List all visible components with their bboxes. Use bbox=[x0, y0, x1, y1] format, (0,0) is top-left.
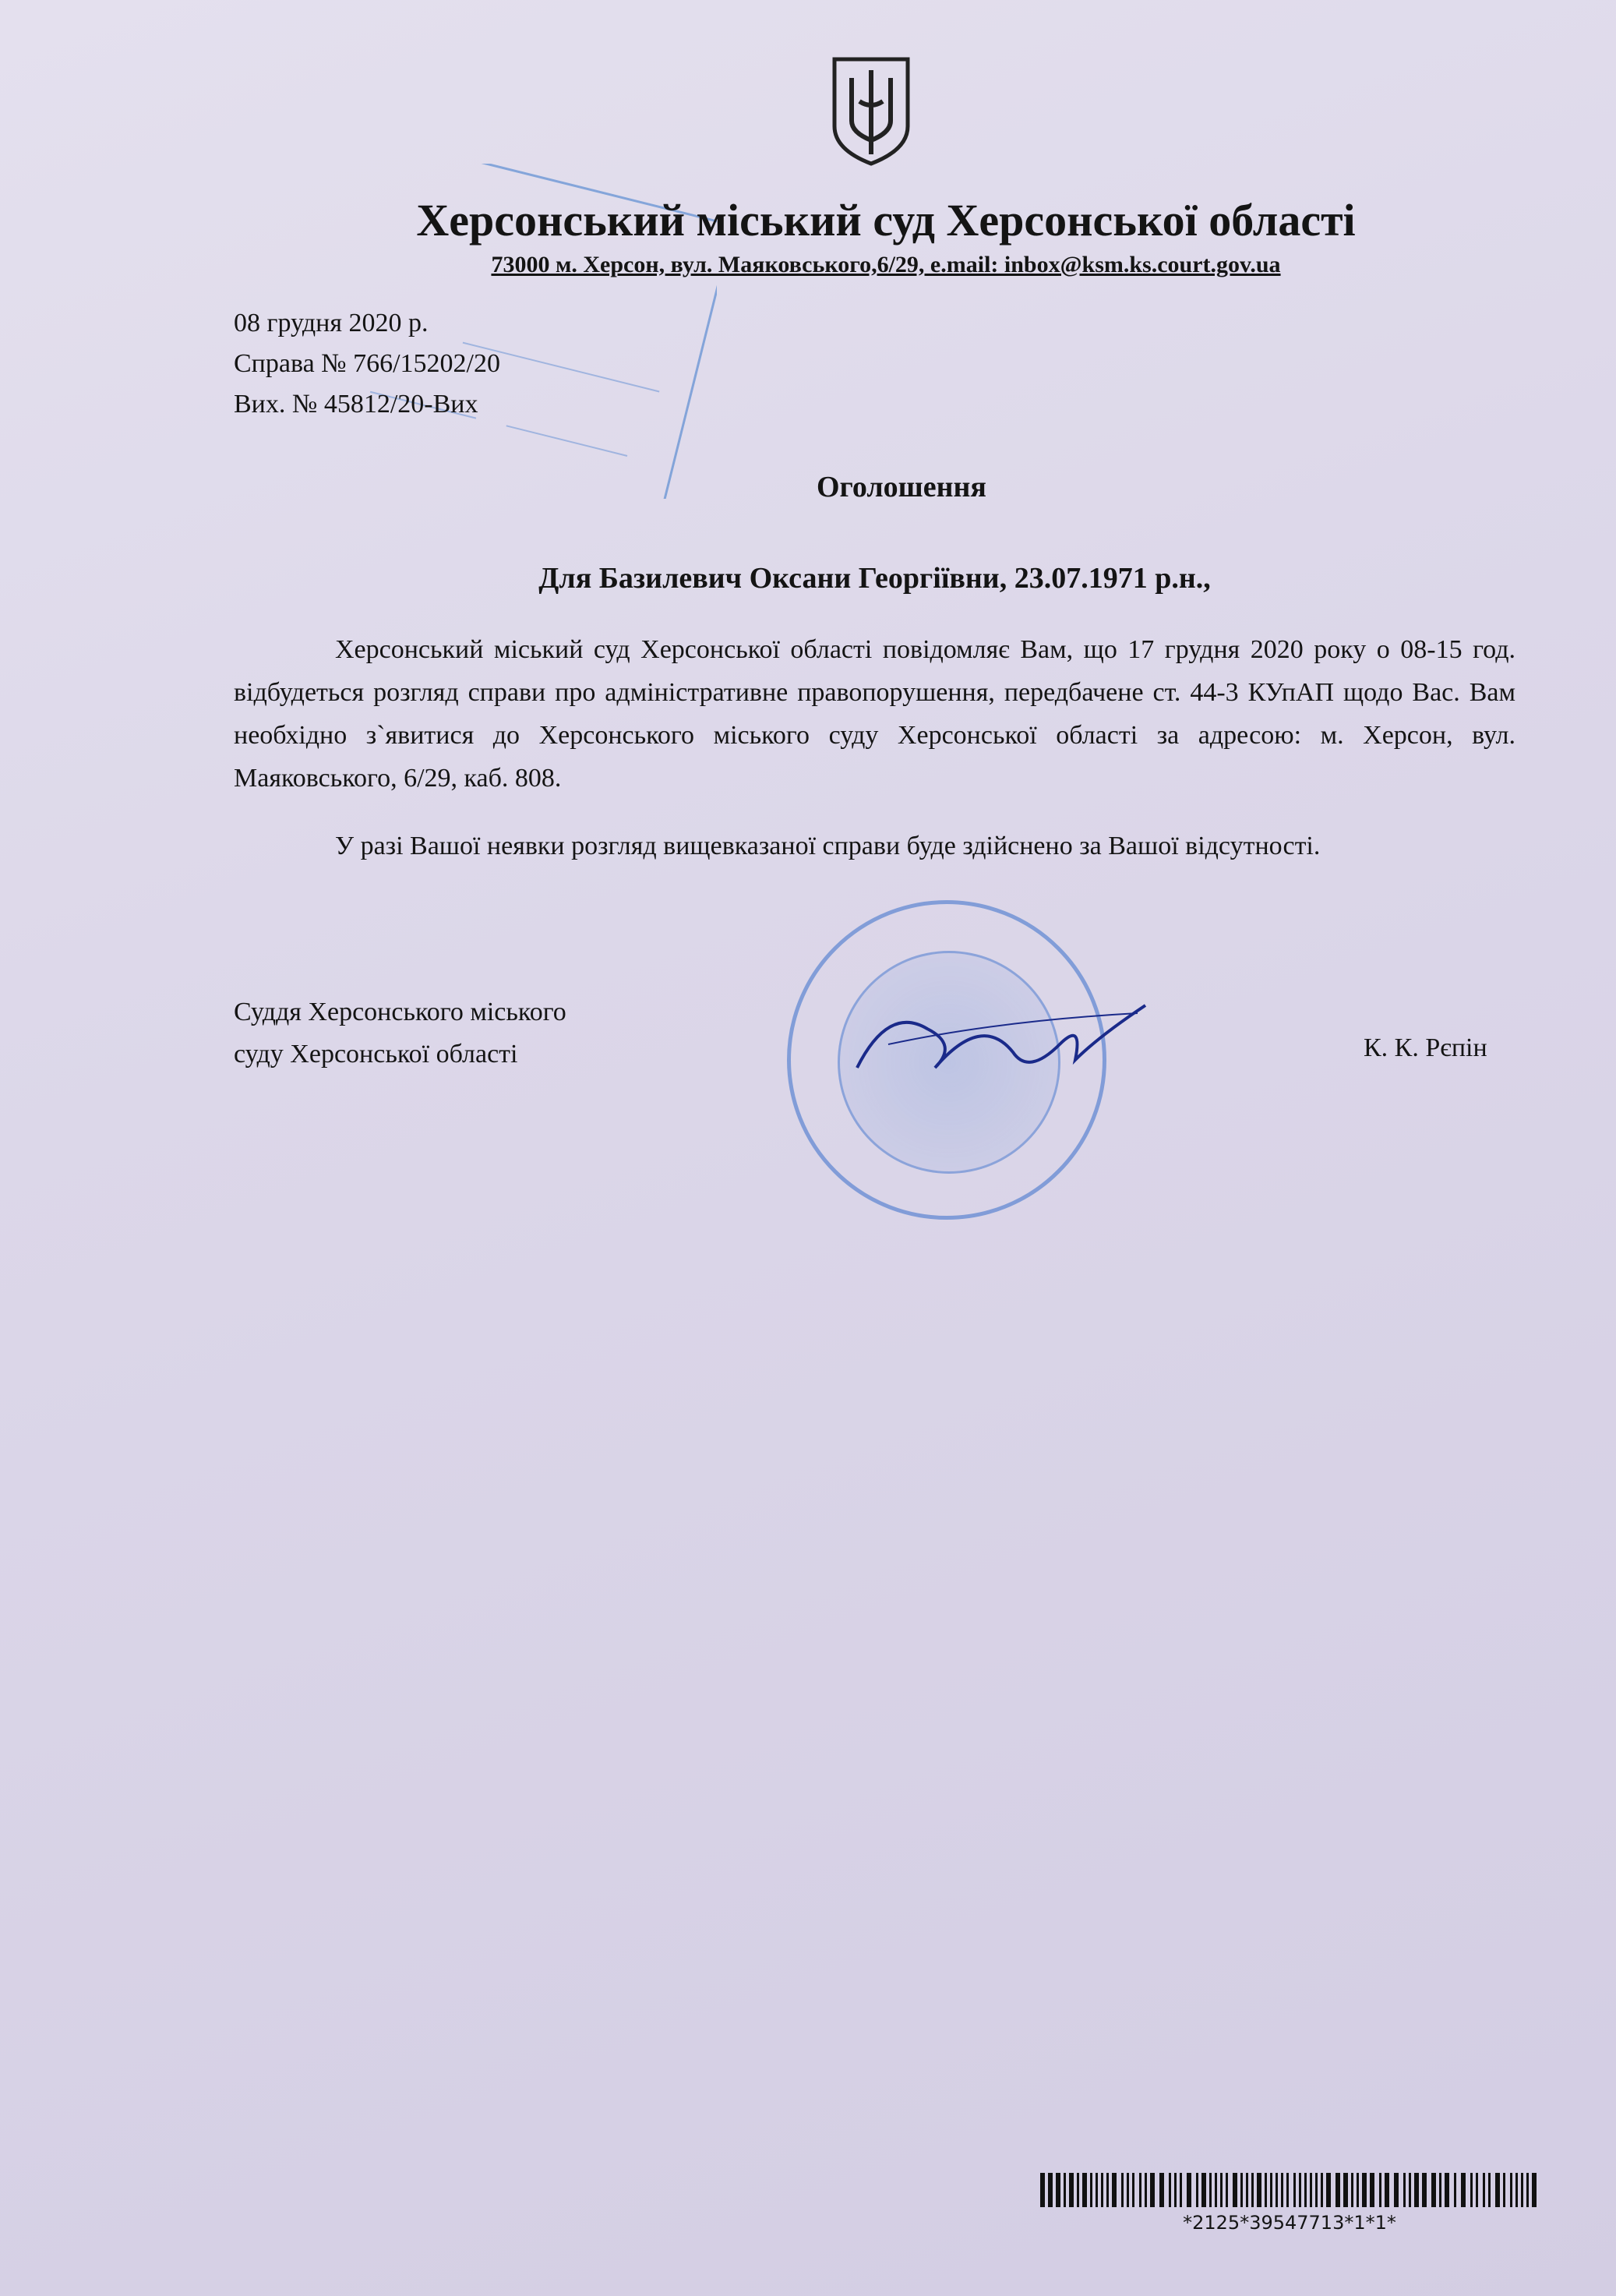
court-address: 73000 м. Херсон, вул. Маяковського,6/29, e.mail: inbox@ksm.ks.court.gov.ua bbox=[491, 252, 1281, 277]
barcode-bar bbox=[1521, 2173, 1523, 2207]
outgoing-number: Вих. № 45812/20-Вих bbox=[234, 390, 478, 419]
barcode-bar bbox=[1096, 2173, 1098, 2207]
barcode-bar bbox=[1257, 2173, 1261, 2207]
barcode-bar bbox=[1351, 2173, 1353, 2207]
barcode-bar bbox=[1495, 2173, 1500, 2207]
barcode-bar bbox=[1240, 2173, 1243, 2207]
barcode-bar bbox=[1299, 2173, 1301, 2207]
barcode-bar bbox=[1526, 2173, 1529, 2207]
judge-position-line2: суду Херсонської області bbox=[234, 1040, 518, 1069]
barcode-bar bbox=[1077, 2173, 1079, 2207]
absence-paragraph: У разі Вашої неявки розгляд вищевказаної справи буде здійснено за Вашої відсутності. bbox=[335, 832, 1321, 860]
case-number: Справа № 766/15202/20 bbox=[234, 349, 500, 378]
barcode-bar bbox=[1040, 2173, 1045, 2207]
barcode-bar bbox=[1090, 2173, 1092, 2207]
barcode-bar bbox=[1209, 2173, 1212, 2207]
barcode-bar bbox=[1233, 2173, 1237, 2207]
barcode-bar bbox=[1121, 2173, 1124, 2207]
barcode-bar bbox=[1370, 2173, 1374, 2207]
barcode-bar bbox=[1357, 2173, 1359, 2207]
barcode-bar bbox=[1335, 2173, 1340, 2207]
barcode-bar bbox=[1048, 2173, 1053, 2207]
barcode-bar bbox=[1169, 2173, 1171, 2207]
barcode-bar bbox=[1150, 2173, 1155, 2207]
barcode-bar bbox=[1394, 2173, 1399, 2207]
barcode-bar bbox=[1145, 2173, 1147, 2207]
barcode-bar bbox=[1286, 2173, 1289, 2207]
barcode-bar bbox=[1310, 2173, 1312, 2207]
trident-emblem-icon bbox=[828, 55, 914, 168]
barcode-bar bbox=[1069, 2173, 1074, 2207]
barcode-bar bbox=[1379, 2173, 1381, 2207]
barcode-bar bbox=[1276, 2173, 1278, 2207]
barcode-text: *2125*39547713*1*1* bbox=[1183, 2212, 1396, 2234]
barcode-bar bbox=[1201, 2173, 1206, 2207]
barcode-bar bbox=[1127, 2173, 1129, 2207]
barcode-bar bbox=[1483, 2173, 1485, 2207]
barcode-bar bbox=[1106, 2173, 1109, 2207]
barcode-bar bbox=[1454, 2173, 1456, 2207]
barcode-bar bbox=[1132, 2173, 1134, 2207]
barcode-bar bbox=[1431, 2173, 1436, 2207]
barcode-bar bbox=[1082, 2173, 1087, 2207]
barcode-bar bbox=[1251, 2173, 1254, 2207]
addressee: Для Базилевич Оксани Георгіївни, 23.07.1971 р.н., bbox=[538, 562, 1211, 595]
barcode-bar bbox=[1445, 2173, 1449, 2207]
barcode-bar bbox=[1270, 2173, 1272, 2207]
barcode-bar bbox=[1414, 2173, 1419, 2207]
barcode-bar bbox=[1139, 2173, 1141, 2207]
barcode-bar bbox=[1064, 2173, 1066, 2207]
barcode-bar bbox=[1056, 2173, 1060, 2207]
barcode-bar bbox=[1159, 2173, 1164, 2207]
barcode-bar bbox=[1403, 2173, 1406, 2207]
barcode-bar bbox=[1180, 2173, 1182, 2207]
judge-position-line1: Суддя Херсонського міського bbox=[234, 998, 566, 1026]
barcode-bar bbox=[1439, 2173, 1441, 2207]
barcode-bar bbox=[1246, 2173, 1248, 2207]
handwritten-signature bbox=[842, 982, 1153, 1099]
barcode-bar bbox=[1315, 2173, 1318, 2207]
barcode-bar bbox=[1174, 2173, 1177, 2207]
barcode-bar bbox=[1422, 2173, 1427, 2207]
court-title: Херсонський міський суд Херсонської області bbox=[416, 195, 1356, 245]
notice-paragraph: Херсонський міський суд Херсонської області повідомляє Вам, що 17 грудня 2020 року о 08-15 год. відбудеться розгляд справи про адміністративне правопорушення, передбачене ст. 44-3 КУпАП щодо Вас. Вам необхідно з`явитися до Херсонського міського суду Херсонської області за адресою: м. Херсон, вул. Маяковського, 6/29, каб. 808. bbox=[234, 635, 1515, 793]
barcode-bar bbox=[1362, 2173, 1367, 2207]
barcode-bar bbox=[1476, 2173, 1478, 2207]
barcode-bar bbox=[1343, 2173, 1348, 2207]
barcode-bar bbox=[1409, 2173, 1411, 2207]
judge-name: К. К. Рєпін bbox=[1364, 1033, 1487, 1062]
barcode-bar bbox=[1304, 2173, 1307, 2207]
barcode-bar bbox=[1101, 2173, 1103, 2207]
barcode-bar bbox=[1293, 2173, 1296, 2207]
barcode-bar bbox=[1326, 2173, 1331, 2207]
barcode-bar bbox=[1220, 2173, 1223, 2207]
barcode-bar bbox=[1187, 2173, 1191, 2207]
barcode-bar bbox=[1488, 2173, 1491, 2207]
barcode-bar bbox=[1215, 2173, 1217, 2207]
barcode-bar bbox=[1226, 2173, 1228, 2207]
barcode bbox=[1040, 2173, 1539, 2207]
barcode-bar bbox=[1321, 2173, 1323, 2207]
barcode-bar bbox=[1470, 2173, 1473, 2207]
barcode-bar bbox=[1510, 2173, 1512, 2207]
judge-position bbox=[234, 991, 566, 1076]
barcode-bar bbox=[1385, 2173, 1389, 2207]
document-heading: Оголошення bbox=[817, 471, 986, 503]
barcode-bar bbox=[1461, 2173, 1466, 2207]
document-date: 08 грудня 2020 р. bbox=[234, 309, 429, 337]
barcode-bar bbox=[1196, 2173, 1198, 2207]
barcode-bar bbox=[1112, 2173, 1117, 2207]
barcode-bar bbox=[1281, 2173, 1283, 2207]
barcode-bar bbox=[1503, 2173, 1505, 2207]
barcode-bar bbox=[1265, 2173, 1267, 2207]
barcode-bar bbox=[1532, 2173, 1537, 2207]
barcode-bar bbox=[1515, 2173, 1518, 2207]
